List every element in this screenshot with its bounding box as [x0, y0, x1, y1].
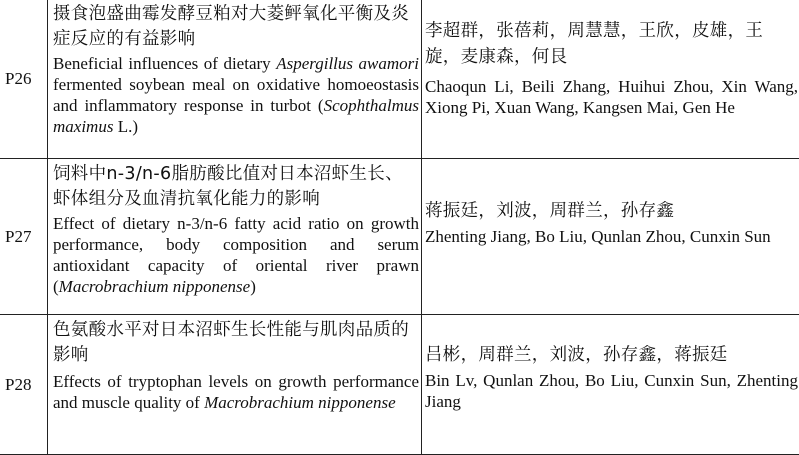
paper-id: P27	[0, 159, 48, 315]
title-en: Beneficial influences of dietary Aspergillus awamori fermented soybean meal on oxidative homoeostasis and inflammatory response in turbot (Scophthalmus maximus L.)	[48, 52, 421, 139]
title-en: Effect of dietary n-3/n-6 fatty acid ratio on growth performance, body composition and serum antioxidant capacity of oriental river prawn (Macrobrachium nipponense)	[48, 212, 421, 299]
authors-cell	[422, 315, 799, 455]
authors-en: Chaoqun Li, Beili Zhang, Huihui Zhou, Xin Wang, Xiong Pi, Xuan Wang, Kangsen Mai, Gen He	[422, 70, 799, 118]
title-zh: 摄食泡盛曲霉发酵豆粕对大菱鲆氧化平衡及炎症反应的有益影响	[48, 0, 421, 52]
authors-zh: 李超群，张蓓莉，周慧慧，王欣，皮雄，王旋，麦康森，何艮	[422, 0, 799, 70]
title-zh: 饲料中n-3/n-6脂肪酸比值对日本沼虾生长、虾体组分及血清抗氧化能力的影响	[48, 159, 421, 212]
title-zh: 色氨酸水平对日本沼虾生长性能与肌肉品质的影响	[48, 315, 421, 368]
authors-zh: 吕彬，周群兰，刘波，孙存鑫，蒋振廷	[422, 315, 799, 368]
authors-cell	[422, 159, 799, 315]
authors-en: Zhenting Jiang, Bo Liu, Qunlan Zhou, Cunxin Sun	[422, 224, 799, 247]
authors-cell	[422, 0, 799, 159]
authors-en: Bin Lv, Qunlan Zhou, Bo Liu, Cunxin Sun, Zhenting Jiang	[422, 368, 799, 412]
paper-id: P26	[0, 0, 48, 159]
authors-zh: 蒋振廷，刘波，周群兰，孙存鑫	[422, 159, 799, 224]
table-row	[0, 315, 799, 455]
table-row	[0, 0, 799, 159]
paper-id: P28	[0, 315, 48, 455]
title-cell	[48, 159, 422, 315]
title-cell	[48, 315, 422, 455]
title-en: Effects of tryptophan levels on growth performance and muscle quality of Macrobrachium nipponense	[48, 368, 421, 415]
table-row	[0, 159, 799, 315]
title-cell	[48, 0, 422, 159]
